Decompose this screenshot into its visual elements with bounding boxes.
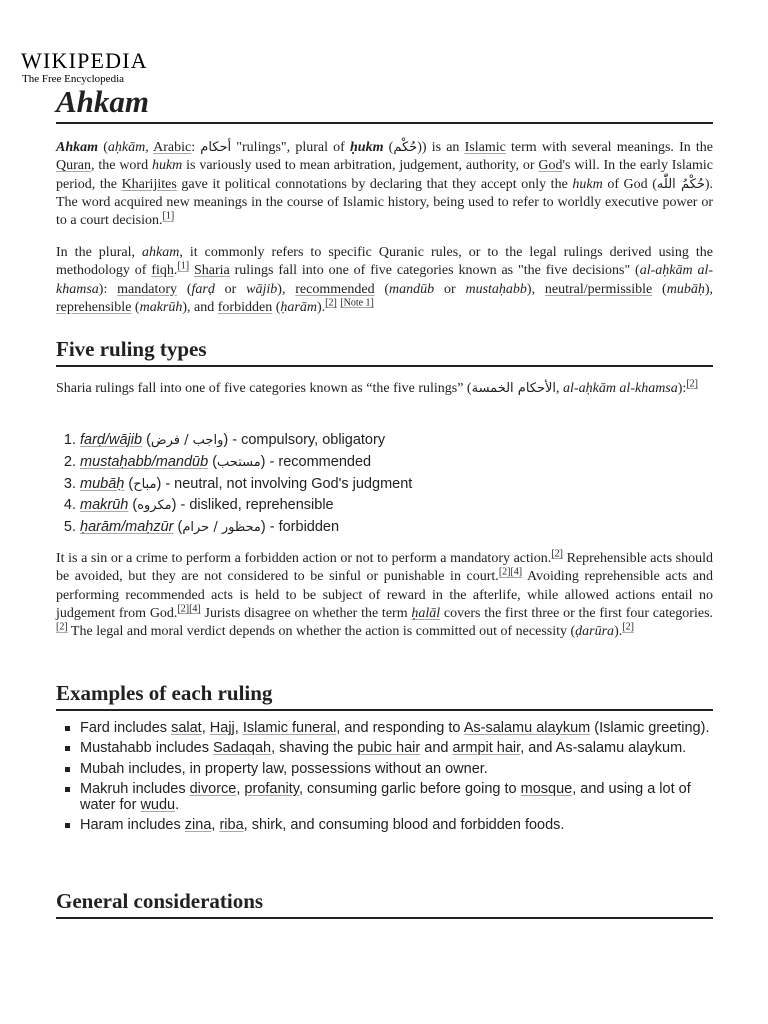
text: covers the first three or the first four categories. <box>443 605 714 621</box>
text: , shirk, and consuming blood and forbidden foods. <box>243 817 565 834</box>
link-ruling[interactable]: ḥarām/maḥzūr <box>80 519 174 536</box>
text: Haram includes <box>80 817 181 834</box>
text: , the word <box>91 158 149 174</box>
citation-link[interactable]: [2][4] <box>498 566 523 578</box>
link-mandatory[interactable]: mandatory <box>117 281 178 297</box>
section-heading: General considerations <box>56 888 713 919</box>
text: ḍarūra <box>575 624 615 640</box>
text: mustaḥabb <box>465 281 527 297</box>
link-forbidden[interactable]: forbidden <box>217 299 273 315</box>
list-item: 5. ḥarām/maḥzūr (محظور / حرام) - forbidden <box>80 517 713 539</box>
text: wājib <box>246 281 278 297</box>
section-general-considerations <box>56 888 713 919</box>
text: "rulings" <box>236 140 287 155</box>
note-link[interactable]: [Note 1] <box>340 297 374 309</box>
link-ruling[interactable]: makrūh <box>80 497 129 514</box>
intro-paragraph-1: Ahkam (aḥkām, Arabic: أحكام "rulings", plural of ḥukm (حُكْم)) is an Islamic term with several meanings. In the Quran, the word hukm is variously used to mean arbitration, judgement, authority, or God's will. In the early Islamic period, the Kharijites gave it political connotations by declaring that they accept only the hukm of God (حُكْمُ اللّٰه). The word acquired new meanings in the course of Islamic history, being used to refer to worldly executive power or to a court decision.[1] <box>56 140 714 229</box>
text: In the plural, <box>56 245 135 260</box>
list-item: Makruh includes divorce, profanity, consuming garlic before going to mosque, and using a lot of water for wudu. <box>80 781 713 814</box>
list-item: 1. farḍ/wājib (واجب / فرض) - compulsory, obligatory <box>80 430 713 452</box>
ruling-explanation-paragraph <box>56 550 713 641</box>
section-heading: Examples of each ruling <box>56 680 713 711</box>
wikipedia-wordmark: WIKIPEDIA <box>21 48 148 73</box>
text: 's will. In the early Islamic period, the <box>56 158 714 192</box>
text: - forbidden <box>269 519 340 536</box>
link-ruling[interactable]: mustaḥabb/mandūb <box>80 453 209 470</box>
text: al-aḥkām al-khamsa <box>56 263 714 297</box>
link-profanity[interactable]: profanity <box>244 780 299 797</box>
text: or <box>224 281 237 297</box>
arabic-text: مباح <box>133 476 157 492</box>
text: mandūb <box>389 281 435 297</box>
text: )) is an <box>417 140 460 155</box>
text: , shaving the <box>271 740 354 757</box>
list-item: 3. mubāḥ (مباح) - neutral, not involving God's judgment <box>80 474 713 496</box>
link-wudu[interactable]: wudu <box>140 797 176 814</box>
text: farḍ <box>191 281 215 297</box>
section-five-ruling-types <box>56 336 713 367</box>
text: ): <box>98 281 108 297</box>
text: Makruh includes <box>80 780 186 797</box>
link-ruling[interactable]: farḍ/wājib <box>80 432 143 448</box>
text: Mustahabb includes <box>80 740 209 757</box>
citation-link[interactable]: [2][4] <box>177 603 201 615</box>
list-item: 4. makrūh (مكروه) - disliked, reprehensible <box>80 495 713 517</box>
hukm-term: ḥukm <box>350 140 384 155</box>
arabic-text: أحكام <box>200 140 232 155</box>
text: , and using a lot of water for <box>80 780 691 814</box>
text: , consuming garlic before going to <box>298 780 517 797</box>
link-riba[interactable]: riba <box>219 817 244 834</box>
link-mosque[interactable]: mosque <box>520 780 573 797</box>
section-examples <box>56 680 713 711</box>
text: ). The word acquired new meanings in the course of Islamic history, being used to refer to worldly executive power or to a court decision. <box>56 176 714 229</box>
citation-link[interactable]: [2] <box>56 621 68 633</box>
text: gave it political connotations by declaring that they accept only the <box>181 176 568 192</box>
text: of God ( <box>607 176 657 192</box>
link-god[interactable]: God <box>538 158 563 174</box>
text: Sharia rulings fall into one of five categories known as “the five rulings” ( <box>56 381 472 396</box>
text: or <box>443 281 456 297</box>
text: rulings fall into one of five categories known as "the five decisions" ( <box>234 263 640 279</box>
link-sharia[interactable]: Sharia <box>193 263 230 279</box>
link-islamic-funeral[interactable]: Islamic funeral <box>242 720 337 736</box>
text: ahkam <box>142 245 180 260</box>
link-arabic[interactable]: Arabic <box>153 140 192 155</box>
text: . <box>175 797 180 814</box>
text: hukm <box>572 176 603 192</box>
arabic-text: مكروه <box>137 498 172 514</box>
arabic-text: واجب / فرض <box>150 433 224 448</box>
link-as-salamu-alaykum[interactable]: As-salamu alaykum <box>463 720 591 736</box>
link-hajj[interactable]: Hajj <box>209 720 235 736</box>
wikipedia-tagline: The Free Encyclopedia <box>22 73 125 85</box>
list-item: Fard includes salat, Hajj, Islamic funeral, and responding to As-salamu alaykum (Islamic greeting). <box>80 720 713 736</box>
text: , and responding to <box>336 720 461 736</box>
link-armpit-hair[interactable]: armpit hair <box>452 740 521 757</box>
list-item: 2. mustaḥabb/mandūb (مستحب) - recommended <box>80 452 713 474</box>
text: ). <box>614 624 623 640</box>
text: - compulsory, obligatory <box>232 432 386 448</box>
citation-link[interactable]: [2] <box>551 548 563 560</box>
page-title: Ahkam <box>56 84 713 124</box>
wikipedia-logo[interactable] <box>21 50 148 86</box>
link-zina[interactable]: zina <box>184 817 212 834</box>
text: , it commonly refers to specific Quranic rules, or to the legal rulings derived using the methodology of <box>56 245 714 279</box>
text: term with several meanings. In the <box>511 140 714 155</box>
citation-link[interactable]: [1] <box>162 210 175 222</box>
link-neutral-permissible[interactable]: neutral/permissible <box>544 281 653 297</box>
arabic-text: محظور / حرام <box>182 520 261 536</box>
link-pubic-hair[interactable]: pubic hair <box>357 740 421 757</box>
text: , and As-salamu alaykum. <box>520 740 687 757</box>
text: - recommended <box>269 453 372 470</box>
text: Fard includes <box>80 720 168 736</box>
term-bold: Ahkam <box>56 140 99 155</box>
link-recommended[interactable]: recommended <box>295 281 375 297</box>
text: The legal and moral verdict depends on whether the action is committed out of necessity ( <box>70 624 576 640</box>
link-fiqh[interactable]: fiqh <box>151 263 174 279</box>
citation-link[interactable]: [2] <box>686 378 698 390</box>
text: - neutral, not involving God's judgment <box>165 475 413 492</box>
text: Avoiding reprehensible acts and performing recommended acts is held to be subject of reward in the afterlife, while allowed actions entail no judgement from God. <box>56 569 713 621</box>
arabic-text: مستحب <box>217 454 261 470</box>
transliteration: aḥkām <box>107 140 146 155</box>
list-item <box>80 740 713 756</box>
link-sadaqah[interactable]: Sadaqah <box>213 740 272 757</box>
arabic-text: الأحكام الخمسة <box>471 381 557 396</box>
text: Reprehensible acts should be avoided, but they are not considered to be sinful or punishable in court. <box>56 551 713 585</box>
link-halal[interactable]: ḥalāl <box>411 605 441 621</box>
text: - disliked, reprehensible <box>180 497 334 514</box>
citation-link[interactable]: [2] <box>622 621 634 633</box>
link-kharijites[interactable]: Kharijites <box>121 176 177 192</box>
text: makrūh <box>139 299 183 315</box>
text: Jurists disagree on whether the term <box>204 605 408 621</box>
link-quran[interactable]: Quran <box>56 158 91 174</box>
list-item: Haram includes zina, riba, shirk, and consuming blood and forbidden foods. <box>80 817 713 833</box>
examples-list <box>56 720 713 838</box>
text: al-aḥkām al-khamsa <box>563 381 678 396</box>
section-heading: Five ruling types <box>56 336 713 367</box>
text: is variously used to mean arbitration, judgement, authority, or <box>186 158 535 174</box>
text: ), and <box>182 299 215 315</box>
citation-link[interactable]: [1] <box>177 260 190 272</box>
text: Mubah includes, in property law, possessions without an owner. <box>80 760 488 777</box>
text: and <box>424 740 449 757</box>
list-item <box>80 761 713 777</box>
intro-paragraph-2: In the plural, ahkam, it commonly refers to specific Quranic rules, or to the legal rulings derived using the methodology of fiqh.[1] Sharia rulings fall into one of five categories known as "the five decisions" (al-aḥkām al-khamsa): mandatory (farḍ or wājib), recommended (mandūb or mustaḥabb), neutral/permissible (mubāḥ), reprehensible (makrūh), and forbidden (ḥarām).[2] [Note 1] <box>56 245 714 315</box>
link-ruling[interactable]: mubāḥ <box>80 475 125 492</box>
text: plural of <box>295 140 345 155</box>
arabic-text: حُكْمُ اللّٰه <box>656 176 705 192</box>
text: ): <box>677 381 687 396</box>
citation-link[interactable]: [2] <box>325 297 337 309</box>
arabic-text: حُكْم <box>393 140 418 155</box>
text: hukm <box>151 158 183 174</box>
five-rulings-lead: Sharia rulings fall into one of five categories known as “the five rulings” (الأحكام الخمسة, al-aḥkām al-khamsa):[2] <box>56 378 698 396</box>
text: (Islamic greeting). <box>594 720 710 736</box>
link-salat[interactable]: salat <box>171 720 202 736</box>
link-islamic[interactable]: Islamic <box>464 140 506 155</box>
link-reprehensible[interactable]: reprehensible <box>56 299 132 315</box>
text: mubāḥ <box>666 281 705 297</box>
text: ḥarām <box>280 299 317 315</box>
text: It is a sin or a crime to perform a forbidden action or not to perform a mandatory action. <box>56 551 552 566</box>
ruling-list <box>56 430 713 539</box>
link-divorce[interactable]: divorce <box>189 780 237 797</box>
